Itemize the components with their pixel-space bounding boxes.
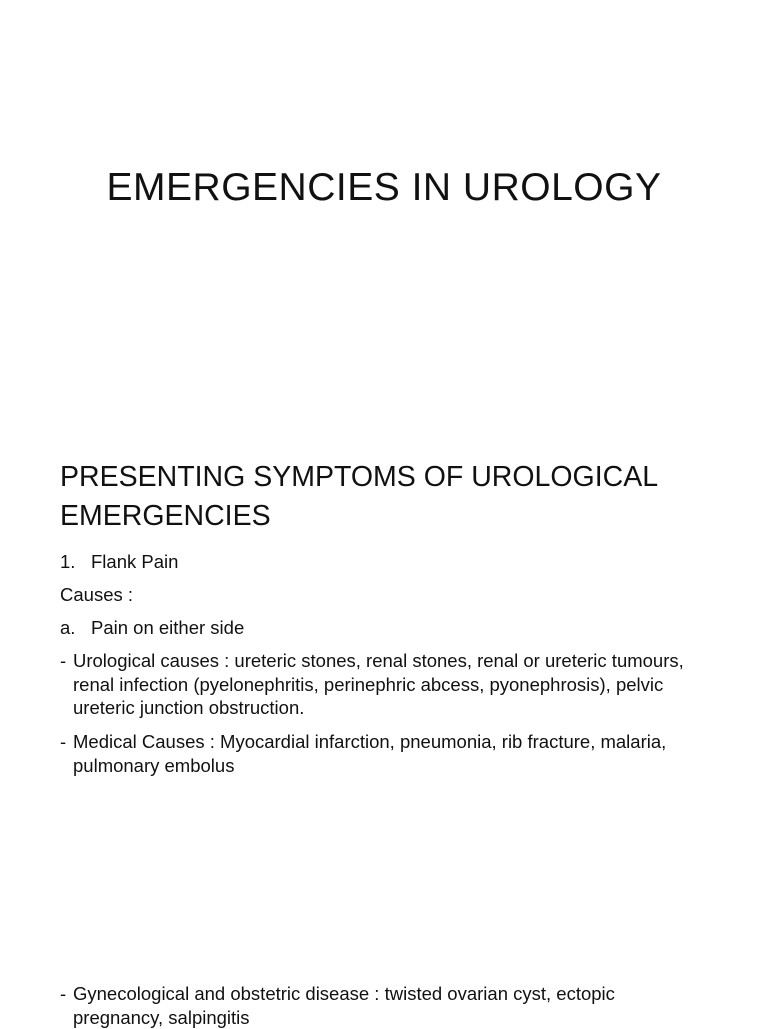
slide-title: EMERGENCIES IN UROLOGY: [106, 166, 662, 209]
dash-item-text: Urological causes : ureteric stones, renal stones, renal or ureteric tumours, renal infection (pyelonephritis, perinephric abcess, pyonephrosis), pelvic ureteric junction obstruction.: [73, 650, 684, 718]
causes-label: Causes :: [60, 584, 134, 605]
dash-item-text: Gynecological and obstetric disease : twisted ovarian cyst, ectopic pregnancy, salpingitis: [73, 983, 615, 1028]
dash-marker: -: [60, 650, 67, 671]
dash-item-medical: [60, 730, 700, 777]
slide-body: [60, 548, 700, 1028]
content-slide: [0, 430, 768, 1028]
dash-marker: -: [60, 983, 67, 1004]
numbered-item-marker: 1.: [60, 551, 76, 572]
dash-item-gynecological: [60, 982, 700, 1029]
slide-heading: PRESENTING SYMPTOMS OF UROLOGICAL EMERGENCIES: [60, 461, 658, 532]
dash-item-urological: [60, 649, 700, 720]
dash-marker: -: [60, 731, 67, 752]
numbered-item: [60, 550, 178, 574]
lettered-item: [60, 616, 244, 640]
lettered-item-text: Pain on either side: [91, 617, 245, 638]
title-slide: [0, 0, 768, 430]
numbered-item-text: Flank Pain: [91, 551, 179, 572]
lettered-item-marker: a.: [60, 617, 76, 638]
dash-item-text: Medical Causes : Myocardial infarction, pneumonia, rib fracture, malaria, pulmonary embolus: [73, 731, 667, 776]
